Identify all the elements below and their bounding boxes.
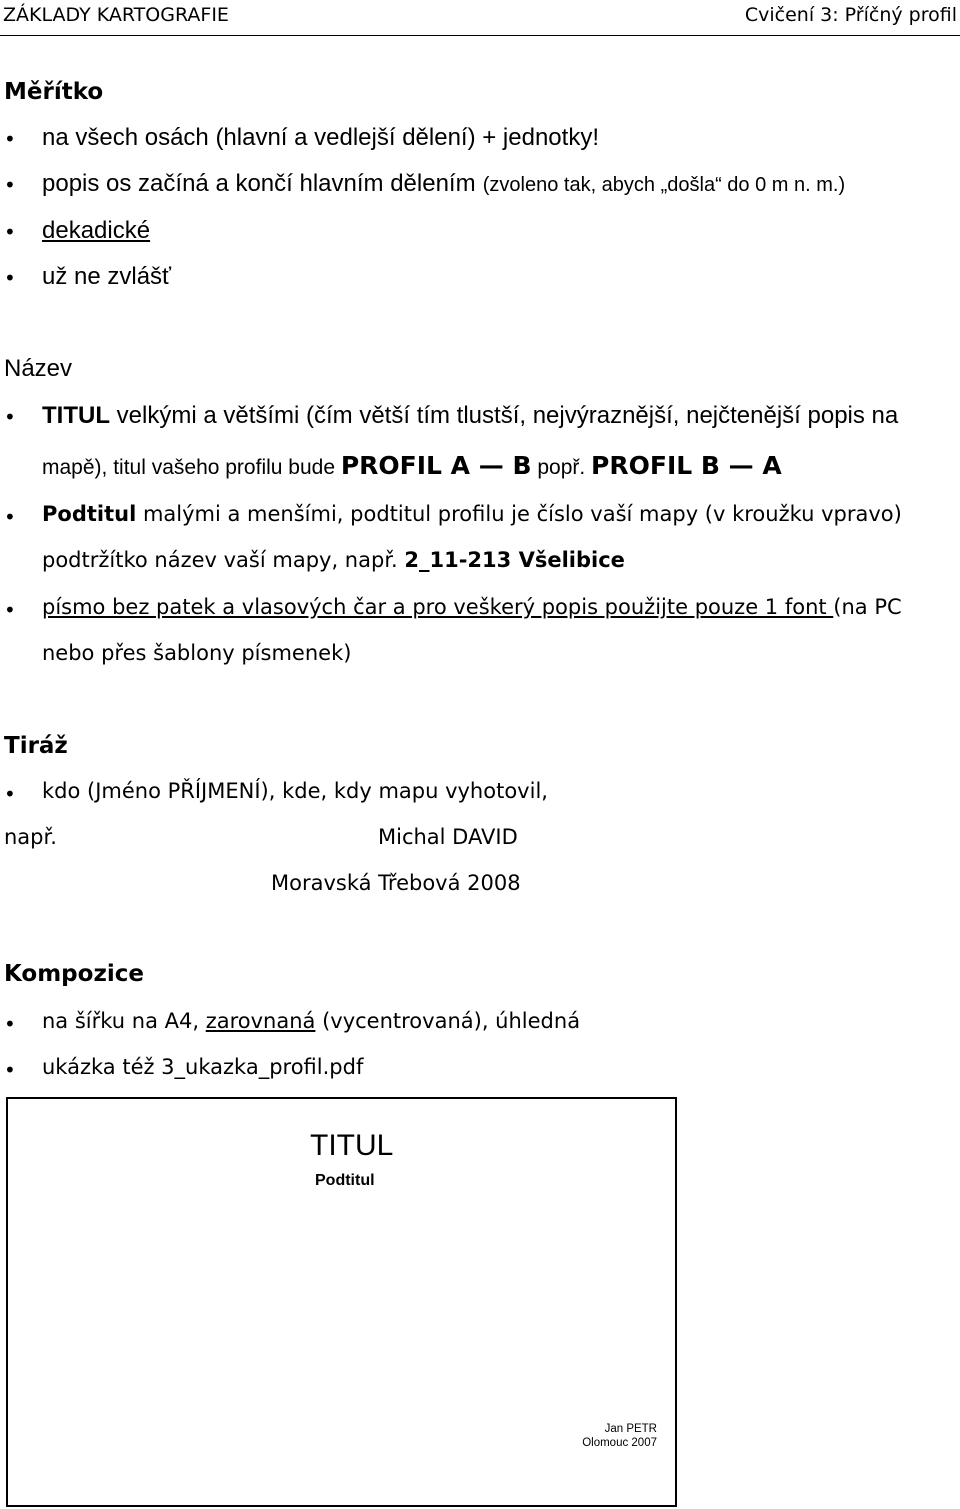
bullet: • — [4, 405, 16, 429]
list-item-titul-cont: mapě), titul vašeho profilu bude PROFIL A — B popř. PROFIL B — A — [42, 451, 782, 480]
sample-subtitle: Podtitul — [315, 1172, 375, 1189]
sample-imprint — [582, 1422, 657, 1450]
bullet: • — [4, 782, 16, 806]
list-item: na všech osách (hlavní a vedlejší dělení) + jednotky! — [42, 124, 599, 151]
page-header — [0, 4, 960, 28]
sample-imprint-name: Jan PETR — [604, 1423, 657, 1435]
list-item-pismo: písmo bez patek a vlasových čar a pro veškerý popis použijte pouze 1 font (na PC — [42, 595, 902, 619]
example-name: Michal DAVID — [378, 825, 518, 849]
section-heading-tiraz: Tiráž — [4, 733, 68, 759]
list-item: už ne zvlášť — [42, 263, 172, 290]
bullet: • — [4, 598, 16, 622]
list-item: kdo (Jméno PŘÍJMENÍ), kde, kdy mapu vyhotovil, — [42, 779, 548, 803]
list-item: ukázka též 3_ukazka_profil.pdf — [42, 1055, 364, 1079]
list-item-pismo-cont: nebo přes šablony písmenek) — [42, 641, 352, 665]
bullet: • — [4, 1012, 16, 1036]
sample-imprint-place: Olomouc 2007 — [582, 1437, 657, 1449]
example-label: např. — [4, 825, 57, 849]
list-item-titul: TITUL velkými a většími (čím větší tím tlustší, nejvýraznější, nejčtenější popis na — [42, 402, 899, 429]
bullet: • — [4, 220, 16, 244]
section-heading-meritko: Měřítko — [4, 79, 104, 105]
list-item: popis os začíná a končí hlavním dělením (zvoleno tak, abych „došla“ do 0 m n. m.) — [42, 170, 846, 197]
bullet: • — [4, 173, 16, 197]
bullet: • — [4, 127, 16, 151]
list-item: na šířku na A4, zarovnaná (vycentrovaná), úhledná — [42, 1009, 581, 1033]
sample-sheet — [6, 1097, 677, 1507]
bullet: • — [4, 266, 16, 290]
section-heading-kompozice: Kompozice — [4, 961, 144, 987]
section-heading-nazev: Název — [4, 355, 73, 382]
list-item-podtitul-cont: podtržítko název vaší mapy, např. 2_11-213 Všelibice — [42, 548, 625, 572]
header-course: ZÁKLADY KARTOGRAFIE — [3, 4, 229, 26]
example-place: Moravská Třebová 2008 — [271, 871, 521, 895]
header-exercise: Cvičení 3: Příčný profil — [744, 4, 957, 26]
header-rule — [0, 35, 960, 36]
list-item-podtitul: Podtitul malými a menšími, podtitul profilu je číslo vaší mapy (v kroužku vpravo) — [42, 502, 902, 526]
sample-title: TITUL — [310, 1129, 394, 1162]
bullet: • — [4, 1058, 16, 1082]
bullet: • — [4, 505, 16, 529]
list-item: dekadické — [42, 217, 151, 244]
